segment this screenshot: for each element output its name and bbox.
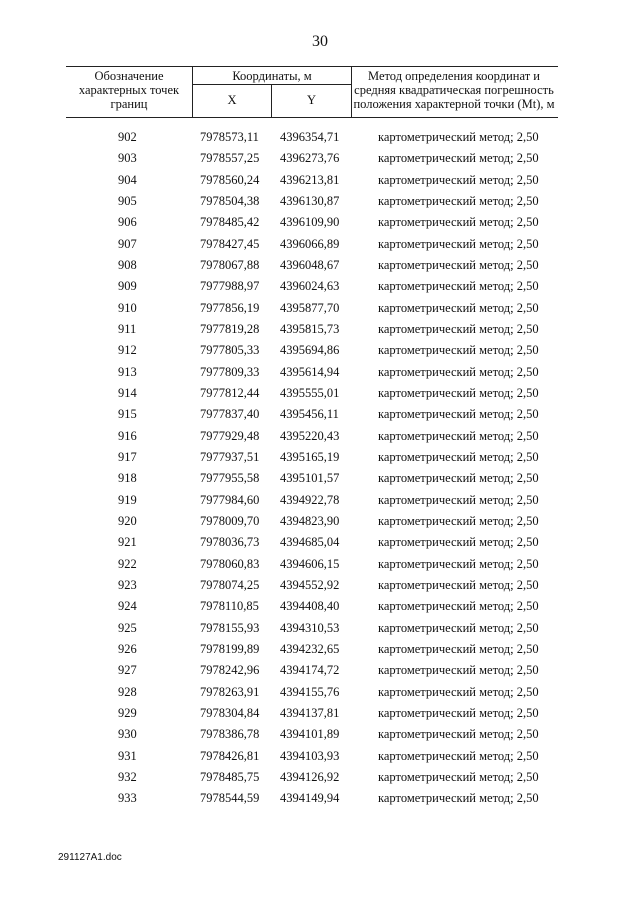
coord-y: 4396109,90: [280, 215, 340, 230]
coord-y: 4395165,19: [280, 449, 340, 464]
header-coordinates-group: [192, 67, 352, 117]
table-row: [0, 599, 640, 620]
coord-y: 4394232,65: [280, 641, 340, 656]
coord-y: 4396213,81: [280, 172, 340, 187]
table-row: [0, 749, 640, 770]
coord-x: 7977988,97: [200, 279, 260, 294]
coord-y: 4394103,93: [280, 748, 340, 763]
coord-x: 7978557,25: [200, 151, 260, 166]
method-cell: картометрический метод; 2,50: [378, 513, 539, 528]
coord-y: 4395815,73: [280, 321, 340, 336]
table-row: [0, 621, 640, 642]
table-row: [0, 365, 640, 386]
point-id: 911: [118, 321, 137, 336]
method-cell: картометрический метод; 2,50: [378, 428, 539, 443]
method-cell: картометрический метод; 2,50: [378, 215, 539, 230]
coord-x: 7978504,38: [200, 193, 260, 208]
method-cell: картометрический метод; 2,50: [378, 471, 539, 486]
coord-y: 4394823,90: [280, 513, 340, 528]
coord-y: 4394126,92: [280, 769, 340, 784]
table-row: [0, 685, 640, 706]
coord-y: 4394408,40: [280, 599, 340, 614]
point-id: 924: [118, 599, 137, 614]
coord-y: 4394174,72: [280, 663, 340, 678]
point-id: 902: [118, 130, 137, 144]
coord-y: 4395694,86: [280, 343, 340, 358]
table-row: [0, 279, 640, 300]
coord-y: 4396130,87: [280, 193, 340, 208]
point-id: 925: [118, 620, 137, 635]
coord-x: 7978110,85: [200, 599, 259, 614]
point-id: 931: [118, 748, 137, 763]
footer-filename: 291127A1.doc: [58, 852, 122, 863]
table-row: [0, 578, 640, 599]
method-cell: картометрический метод; 2,50: [378, 279, 539, 294]
coord-x: 7977856,19: [200, 300, 260, 315]
coord-y: 4394137,81: [280, 705, 340, 720]
coord-x: 7978485,42: [200, 215, 260, 230]
coord-x: 7978199,89: [200, 641, 260, 656]
method-cell: картометрический метод; 2,50: [378, 535, 539, 550]
coord-y: 4394310,53: [280, 620, 340, 635]
point-id: 921: [118, 535, 137, 550]
point-id: 920: [118, 513, 137, 528]
table-row: [0, 493, 640, 514]
coord-x: 7978263,91: [200, 684, 260, 699]
point-id: 912: [118, 343, 137, 358]
table-row: [0, 429, 640, 450]
coord-y: 4395220,43: [280, 428, 340, 443]
coord-x: 7978242,96: [200, 663, 260, 678]
method-cell: картометрический метод; 2,50: [378, 769, 539, 784]
method-cell: картометрический метод; 2,50: [378, 577, 539, 592]
page-number: 30: [312, 33, 328, 50]
table-row: [0, 706, 640, 727]
point-id: 913: [118, 364, 137, 379]
coord-y: 4395614,94: [280, 364, 340, 379]
coord-x: 7978386,78: [200, 727, 260, 742]
point-id: 906: [118, 215, 137, 230]
method-cell: картометрический метод; 2,50: [378, 343, 539, 358]
coord-y: 4394155,76: [280, 684, 340, 699]
coord-y: 4394149,94: [280, 791, 340, 806]
coord-x: 7978304,84: [200, 705, 260, 720]
method-cell: картометрический метод; 2,50: [378, 449, 539, 464]
method-cell: картометрический метод; 2,50: [378, 663, 539, 678]
point-id: 905: [118, 193, 137, 208]
header-coordinates: Координаты, м: [232, 69, 312, 83]
coord-x: 7977812,44: [200, 385, 260, 400]
method-cell: картометрический метод; 2,50: [378, 172, 539, 187]
method-cell: картометрический метод; 2,50: [378, 791, 539, 806]
header-x: X: [227, 93, 237, 107]
coord-x: 7978560,24: [200, 172, 260, 187]
coord-x: 7978067,88: [200, 257, 260, 272]
table-row: [0, 642, 640, 663]
method-cell: картометрический метод; 2,50: [378, 257, 539, 272]
point-id: 922: [118, 556, 137, 571]
coord-x: 7978036,73: [200, 535, 260, 550]
table-row: [0, 258, 640, 279]
coord-x: 7977819,28: [200, 321, 260, 336]
coord-x: 7978427,45: [200, 236, 260, 251]
coord-y: 4395555,01: [280, 385, 340, 400]
point-id: 932: [118, 769, 137, 784]
point-id: 915: [118, 407, 137, 422]
method-cell: картометрический метод; 2,50: [378, 620, 539, 635]
method-cell: картометрический метод; 2,50: [378, 321, 539, 336]
point-id: 928: [118, 684, 137, 699]
table-row: [0, 130, 640, 151]
coord-x: 7978155,93: [200, 620, 260, 635]
point-id: 914: [118, 385, 137, 400]
coord-y: 4396354,71: [280, 130, 340, 144]
point-id: 904: [118, 172, 137, 187]
table-row: [0, 791, 640, 812]
method-cell: картометрический метод; 2,50: [378, 193, 539, 208]
method-cell: картометрический метод; 2,50: [378, 684, 539, 699]
coord-x: 7978009,70: [200, 513, 260, 528]
point-id: 926: [118, 641, 137, 656]
coord-x: 7977929,48: [200, 428, 260, 443]
table-row: [0, 535, 640, 556]
coord-x: 7977805,33: [200, 343, 260, 358]
coord-y: 4396024,63: [280, 279, 340, 294]
table-header: [66, 66, 558, 118]
table-row: [0, 727, 640, 748]
table-row: [0, 343, 640, 364]
header-method: Метод определения координат и средняя квадратическая погрешность положения характерной точки (Mt), м: [353, 69, 555, 111]
point-id: 909: [118, 279, 137, 294]
coord-x: 7978074,25: [200, 577, 260, 592]
table-row: [0, 301, 640, 322]
coord-x: 7977984,60: [200, 492, 260, 507]
point-id: 917: [118, 449, 137, 464]
point-id: 916: [118, 428, 137, 443]
coord-x: 7978485,75: [200, 769, 260, 784]
table-row: [0, 215, 640, 236]
coord-x: 7978544,59: [200, 791, 260, 806]
point-id: 910: [118, 300, 137, 315]
point-id: 923: [118, 577, 137, 592]
coord-x: 7977809,33: [200, 364, 260, 379]
coord-y: 4394685,04: [280, 535, 340, 550]
method-cell: картометрический метод; 2,50: [378, 492, 539, 507]
point-id: 908: [118, 257, 137, 272]
table-row: [0, 514, 640, 535]
method-cell: картометрический метод; 2,50: [378, 599, 539, 614]
point-id: 929: [118, 705, 137, 720]
coord-y: 4396273,76: [280, 151, 340, 166]
method-cell: картометрический метод; 2,50: [378, 748, 539, 763]
method-cell: картометрический метод; 2,50: [378, 705, 539, 720]
table-row: [0, 173, 640, 194]
table-row: [0, 237, 640, 258]
point-id: 927: [118, 663, 137, 678]
coord-y: 4396048,67: [280, 257, 340, 272]
point-id: 933: [118, 791, 137, 806]
table-row: [0, 386, 640, 407]
table-body: [0, 130, 640, 813]
coord-y: 4394922,78: [280, 492, 340, 507]
coord-x: 7977955,58: [200, 471, 260, 486]
coord-x: 7978573,11: [200, 130, 259, 144]
table-row: [0, 450, 640, 471]
method-cell: картометрический метод; 2,50: [378, 151, 539, 166]
method-cell: картометрический метод; 2,50: [378, 641, 539, 656]
coord-x: 7977837,40: [200, 407, 260, 422]
coord-y: 4394606,15: [280, 556, 340, 571]
method-cell: картометрический метод; 2,50: [378, 236, 539, 251]
method-cell: картометрический метод; 2,50: [378, 300, 539, 315]
table-row: [0, 770, 640, 791]
method-cell: картометрический метод; 2,50: [378, 385, 539, 400]
coord-y: 4395101,57: [280, 471, 340, 486]
table-row: [0, 194, 640, 215]
coord-y: 4396066,89: [280, 236, 340, 251]
method-cell: картометрический метод; 2,50: [378, 727, 539, 742]
method-cell: картометрический метод; 2,50: [378, 407, 539, 422]
coord-x: 7978426,81: [200, 748, 260, 763]
coord-x: 7977937,51: [200, 449, 260, 464]
coord-y: 4395877,70: [280, 300, 340, 315]
table-row: [0, 322, 640, 343]
point-id: 903: [118, 151, 137, 166]
coord-y: 4395456,11: [280, 407, 339, 422]
method-cell: картометрический метод; 2,50: [378, 364, 539, 379]
table-row: [0, 151, 640, 172]
table-row: [0, 471, 640, 492]
point-id: 930: [118, 727, 137, 742]
point-id: 919: [118, 492, 137, 507]
table-row: [0, 557, 640, 578]
coord-y: 4394101,89: [280, 727, 340, 742]
header-designation: Обозначение характерных точек границ: [78, 69, 180, 111]
header-y: Y: [271, 85, 351, 117]
point-id: 907: [118, 236, 137, 251]
method-cell: картометрический метод; 2,50: [378, 130, 539, 144]
coord-x: 7978060,83: [200, 556, 260, 571]
table-row: [0, 663, 640, 684]
coord-y: 4394552,92: [280, 577, 340, 592]
point-id: 918: [118, 471, 137, 486]
method-cell: картометрический метод; 2,50: [378, 556, 539, 571]
table-row: [0, 407, 640, 428]
